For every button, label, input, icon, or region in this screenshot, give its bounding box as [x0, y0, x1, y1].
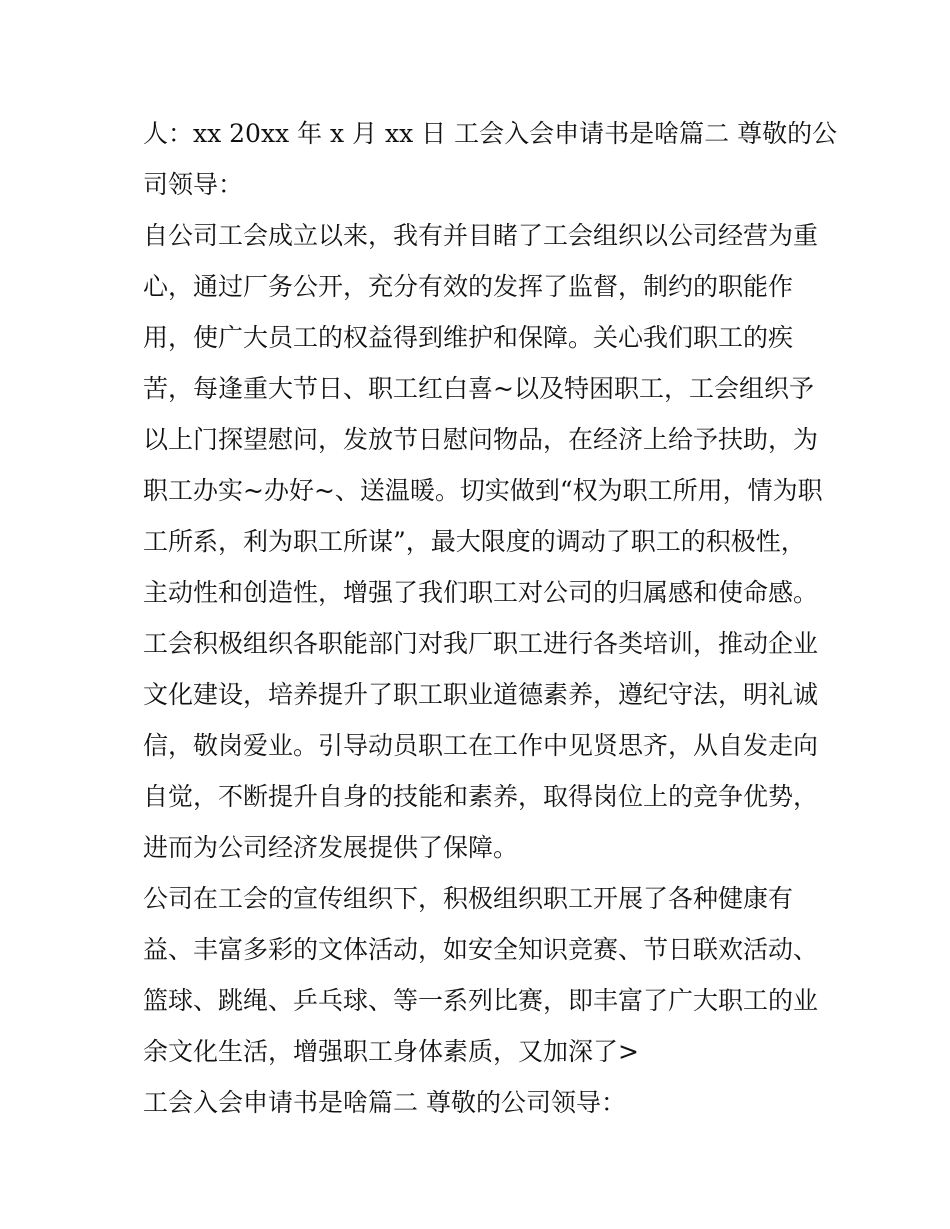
- document-body: [143, 108, 838, 1128]
- text-line: 工会积极组织各职能部门对我厂职工进行各类培训，推动企业: [143, 629, 819, 658]
- text-line: 余文化生活，增强职工身体素质，又加深了>: [143, 1037, 639, 1066]
- text-line: 苦，每逢重大节日、职工红白喜~以及特困职工，工会组织予: [143, 374, 814, 403]
- text-line: 文化建设，培养提升了职工职业道德素养，遵纪守法，明礼诚: [143, 680, 819, 709]
- text-line: 以上门探望慰问，发放节日慰问物品，在经济上给予扶助，为: [143, 425, 819, 454]
- text-line: 用，使广大员工的权益得到维护和保障。关心我们职工的疾: [143, 323, 794, 352]
- paragraph-union-achievements: [143, 210, 823, 873]
- paragraph-heading-salutation: [143, 1077, 815, 1128]
- text-line: 公司在工会的宣传组织下，积极组织职工开展了各种健康有: [143, 884, 794, 913]
- text-line: 心，通过厂务公开，充分有效的发挥了监督，制约的职能作: [143, 272, 794, 301]
- text-line: 自觉，不断提升自身的技能和素养，取得岗位上的竞争优势，: [143, 782, 819, 811]
- text-line: 信，敬岗爱业。引导动员职工在工作中见贤思齐，从自发走向: [143, 731, 819, 760]
- text-line: 主动性和创造性，增强了我们职工对公司的归属感和使命感。: [143, 578, 819, 607]
- paragraph-cultural-activities: [143, 873, 819, 1077]
- text-line: 自公司工会成立以来，我有并目睹了工会组织以公司经营为重: [143, 221, 819, 250]
- text-line: 司领导：: [143, 170, 244, 199]
- text-line: 工会入会申请书是啥篇二 尊敬的公司领导：: [143, 1088, 626, 1117]
- text-line: 篮球、跳绳、乒乓球、等一系列比赛，即丰富了广大职工的业: [143, 986, 819, 1015]
- text-line: 人：xx 20xx 年 x 月 xx 日 工会入会申请书是啥篇二 尊敬的公: [143, 119, 838, 148]
- paragraph-date-salutation: [143, 108, 838, 210]
- text-line: 益、丰富多彩的文体活动，如安全知识竞赛、节日联欢活动、: [143, 935, 819, 964]
- text-line: 职工办实~办好~、送温暖。切实做到“权为职工所用，情为职: [143, 476, 823, 505]
- text-line: 进而为公司经济发展提供了保障。: [143, 833, 519, 862]
- text-line: 工所系，利为职工所谋”，最大限度的调动了职工的积极性，: [143, 527, 806, 556]
